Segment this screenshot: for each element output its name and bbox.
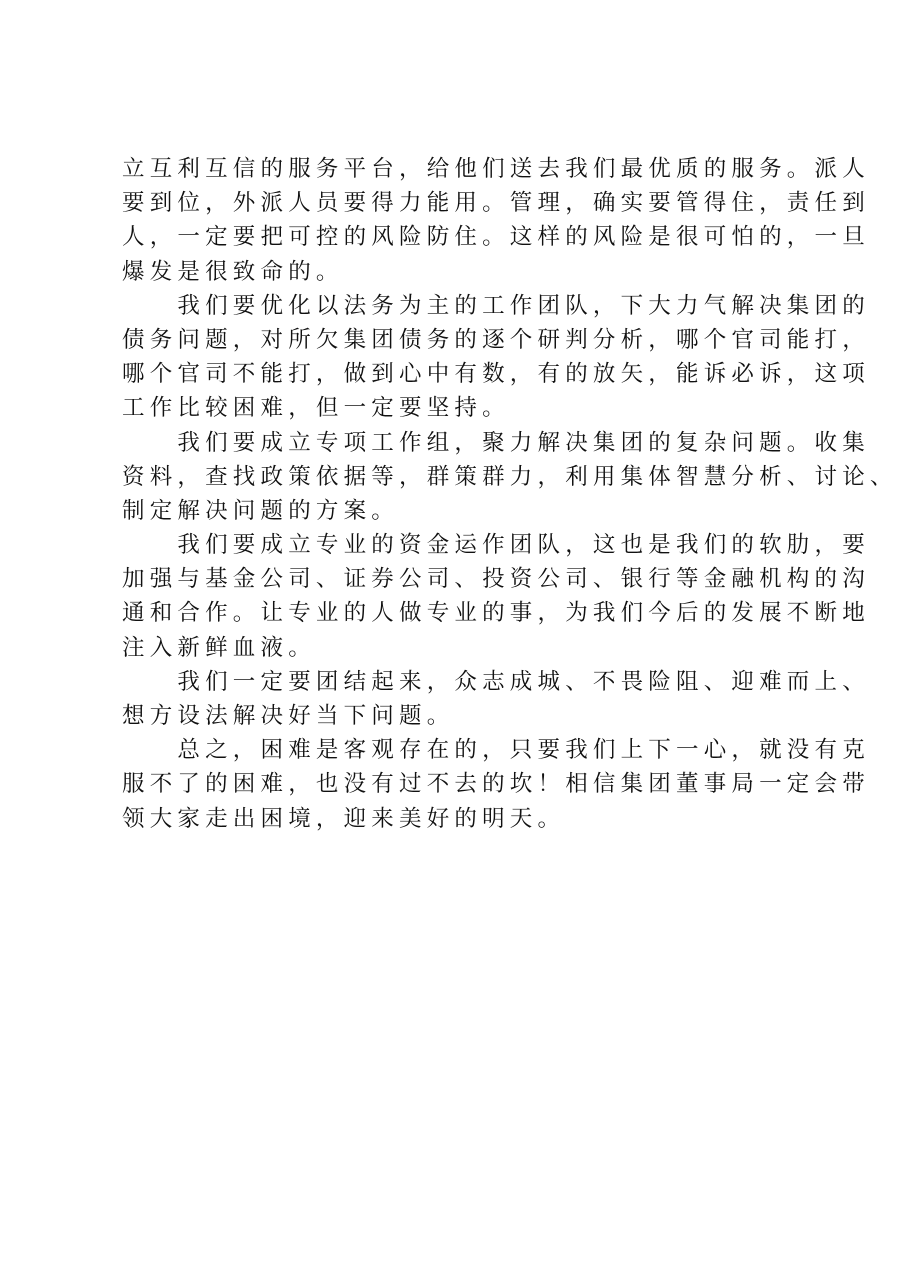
text-line: 我们要成立专业的资金运作团队，这也是我们的软肋，要 <box>122 532 870 559</box>
text-line: 立互利互信的服务平台，给他们送去我们最优质的服务。派人 <box>122 156 870 182</box>
text-line: 哪个官司不能打，做到心中有数，有的放矢，能诉必诉，这项 <box>122 361 870 388</box>
text-line: 领大家走出困境，迎来美好的明天。 <box>122 805 566 832</box>
text-line: 我们一定要团结起来，众志成城、不畏险阻、迎难而上、 <box>122 668 870 695</box>
text-line: 我们要优化以法务为主的工作团队，下大力气解决集团的 <box>122 292 870 319</box>
text-line: 工作比较困难，但一定要坚持。 <box>122 395 510 422</box>
text-line: 加强与基金公司、证券公司、投资公司、银行等金融机构的沟 <box>122 566 870 593</box>
text-line: 制定解决问题的方案。 <box>122 497 400 524</box>
text-line: 我们要成立专项工作组，聚力解决集团的复杂问题。收集 <box>122 429 870 456</box>
text-line: 服不了的困难，也没有过不去的坎！相信集团董事局一定会带 <box>122 771 870 798</box>
text-line: 资料，查找政策依据等，群策群力，利用集体智慧分析、讨论、 <box>122 463 898 490</box>
text-line: 人，一定要把可控的风险防住。这样的风险是很可怕的，一旦 <box>122 224 870 251</box>
text-line: 要到位，外派人员要得力能用。管理，确实要管得住，责任到 <box>122 190 870 217</box>
text-line: 爆发是很致命的。 <box>122 258 344 285</box>
document-body <box>122 152 898 836</box>
text-line: 通和合作。让专业的人做专业的事，为我们今后的发展不断地 <box>122 600 870 627</box>
text-line: 想方设法解决好当下问题。 <box>122 703 455 729</box>
text-line: 注入新鲜血液。 <box>122 634 316 661</box>
text-line: 总之，困难是客观存在的，只要我们上下一心，就没有克 <box>122 737 870 764</box>
text-line: 债务问题，对所欠集团债务的逐个研判分析，哪个官司能打， <box>122 326 870 353</box>
